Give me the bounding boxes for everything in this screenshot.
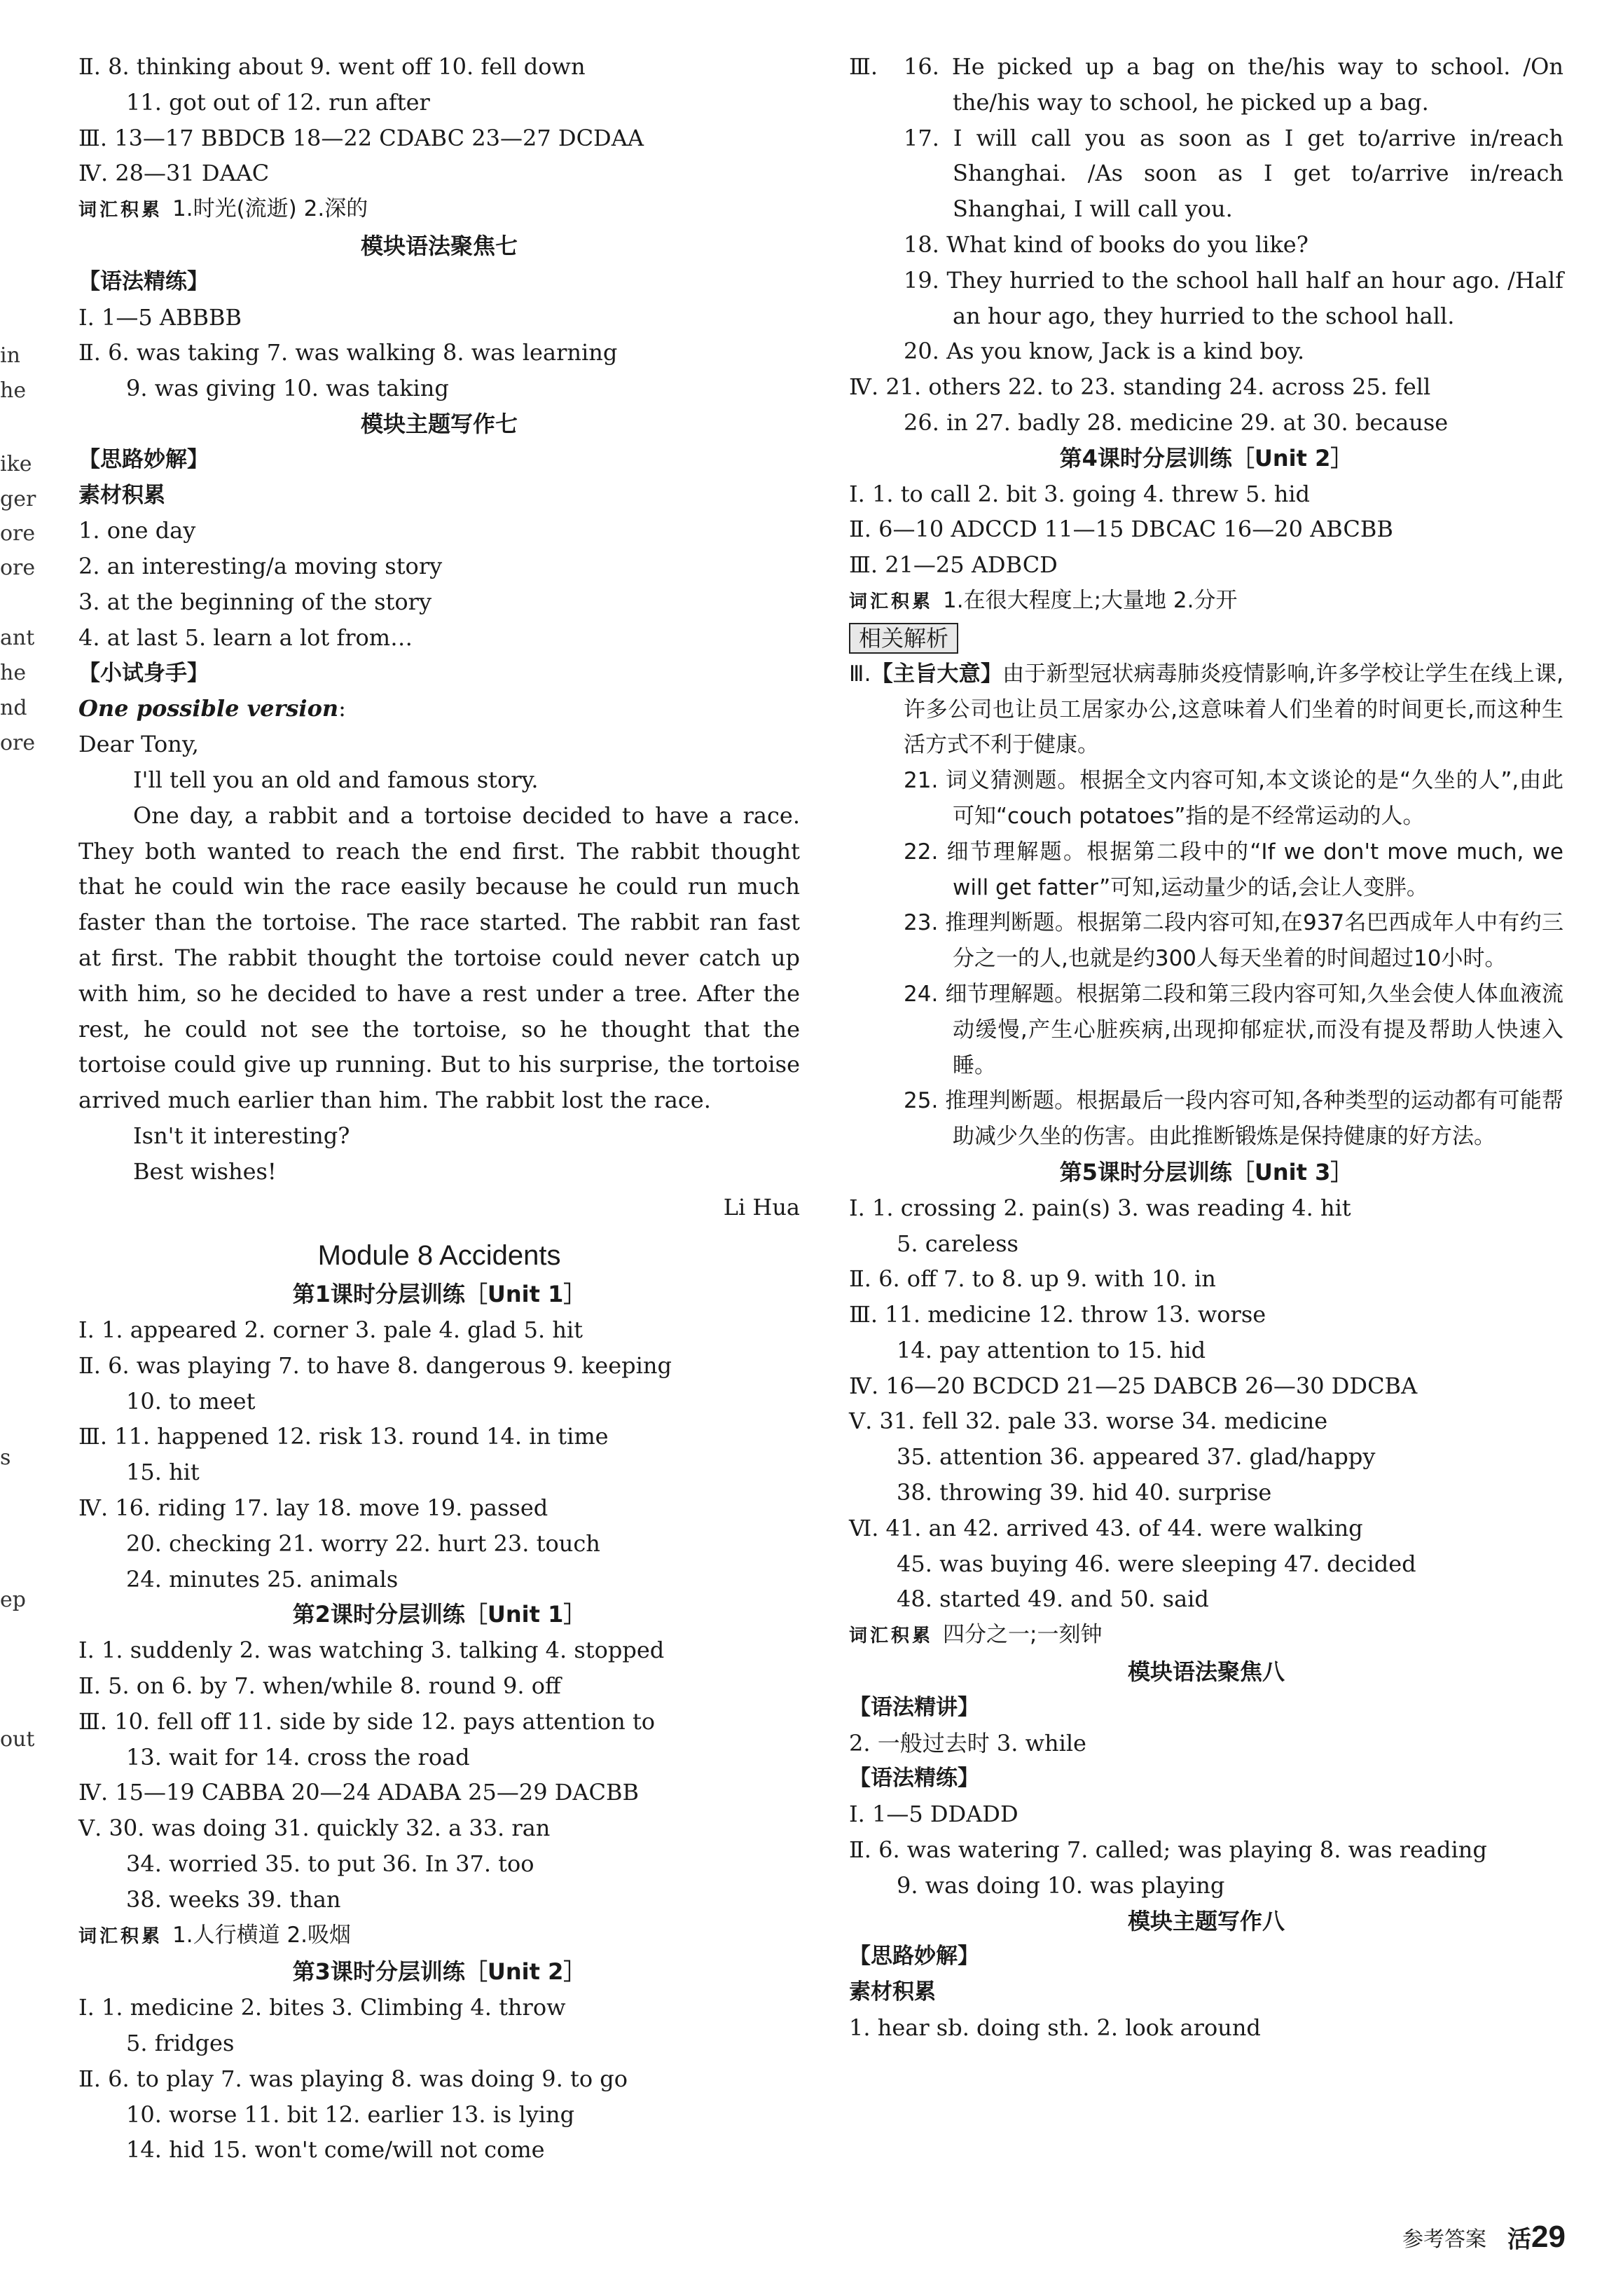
answer-line: Ⅰ. 1. to call 2. bit 3. going 4. threw 5. hid <box>849 480 1311 507</box>
analysis-item: 22. 细节理解题。根据第二段中的“If we don't move much, we will get fatter”可知,运动量少的话,会让人变胖。 <box>904 839 1563 900</box>
vocab-text: 1.人行横道 2.吸烟 <box>172 1922 352 1948</box>
version-colon: : <box>338 695 346 722</box>
answer-line: Ⅱ. 6. off 7. to 8. up 9. with 10. in <box>849 1265 1216 1293</box>
material-line: 3. at the beginning of the story <box>78 588 432 615</box>
analysis-item: 24. 细节理解题。根据第二段和第三段内容可知,久坐会使人体血液流动缓慢,产生心脏疾病,出现抑郁症状,而没有提及帮助人快速入睡。 <box>904 981 1563 1078</box>
answer-line: Ⅰ. 1. medicine 2. bites 3. Climbing 4. throw <box>78 1994 566 2021</box>
answer-item <box>849 49 1563 121</box>
answer-line: 20. checking 21. worry 22. hurt 23. touch <box>126 1529 600 1557</box>
answer-line: 45. was buying 46. were sleeping 47. decided <box>897 1550 1416 1577</box>
edge-text: in <box>0 343 20 368</box>
edge-text: ep <box>0 1588 26 1612</box>
answer-line: Ⅱ. 6—10 ADCCD 11—15 DBCAC 16—20 ABCBB <box>849 516 1393 543</box>
analysis-item: 25. 推理判断题。根据最后一段内容可知,各种类型的运动都有可能帮助减少久坐的伤害。由此推断锻炼是保持健康的好方法。 <box>904 1088 1563 1150</box>
section-tag: 【语法精练】 <box>849 1766 979 1792</box>
material-line: 1. hear sb. doing sth. 2. look around <box>849 2014 1261 2042</box>
answer-line: Ⅰ. 1. crossing 2. pain(s) 3. was reading 4. hit <box>849 1194 1351 1221</box>
answer-line: Ⅵ. 41. an 42. arrived 43. of 44. were walking <box>849 1514 1363 1541</box>
answer-line: Ⅳ. 21. others 22. to 23. standing 24. across 25. fell <box>849 373 1431 401</box>
section-title: 模块语法聚焦七 <box>360 232 518 259</box>
answer-line: 10. worse 11. bit 12. earlier 13. is lying <box>126 2101 575 2128</box>
answer-line: 35. attention 36. appeared 37. glad/happy <box>897 1443 1376 1471</box>
answer-item: 18. What kind of books do you like? <box>904 231 1308 258</box>
main-idea-text: 由于新型冠状病毒肺炎疫情影响,许多学校让学生在线上课,许多公司也让员工居家办公,这意味着人们坐着的时间更长,而这种生活方式不利于健康。 <box>904 661 1563 758</box>
roman-numeral: Ⅲ. <box>849 661 871 687</box>
answer-line: Ⅰ. 1—5 ABBBB <box>78 303 242 331</box>
material-line: 1. one day <box>78 517 196 544</box>
edge-text: out <box>0 1727 35 1752</box>
analysis-label: 相关解析 <box>849 623 958 654</box>
version-heading <box>78 691 800 727</box>
section-title: 第5课时分层训练［Unit 3］ <box>1059 1158 1353 1185</box>
letter-paragraph: I'll tell you an old and famous story. <box>133 766 539 793</box>
section-title: 模块主题写作八 <box>1127 1907 1285 1934</box>
edge-text: ore <box>0 731 36 755</box>
answer-line: 13. wait for 14. cross the road <box>126 1743 470 1771</box>
section-tag: 【思路妙解】 <box>78 446 209 472</box>
answer-line: Ⅲ. 13—17 BBDCB 18—22 CDABC 23—27 DCDAA <box>78 124 644 151</box>
page-number: 29 <box>1531 2220 1566 2254</box>
footer-label: 参考答案 <box>1402 2227 1487 2252</box>
edge-text: nd <box>0 696 27 720</box>
material-line: 2. an interesting/a moving story <box>78 553 443 580</box>
section-tag: 【语法精讲】 <box>849 1694 979 1720</box>
footer-brand: 活 <box>1507 2225 1532 2254</box>
page-footer <box>1402 2220 1566 2255</box>
section-tag: 素材积累 <box>78 482 165 508</box>
analysis-header <box>849 620 1563 657</box>
material-line: 4. at last 5. learn a lot from… <box>78 624 413 651</box>
answer-line: Ⅴ. 30. was doing 31. quickly 32. a 33. ran <box>78 1815 551 1842</box>
answer-line: 11. got out of 12. run after <box>126 88 430 116</box>
letter-closing: Best wishes! <box>133 1157 277 1185</box>
section-title: 第1课时分层训练［Unit 1］ <box>292 1281 586 1308</box>
section-title: 第3课时分层训练［Unit 2］ <box>292 1958 586 1986</box>
answer-line: Ⅱ. 8. thinking about 9. went off 10. fell down <box>78 53 586 80</box>
section-title: 第4课时分层训练［Unit 2］ <box>1059 444 1353 472</box>
letter-greeting: Dear Tony, <box>78 731 199 758</box>
answer-line: Ⅱ. 6. was taking 7. was walking 8. was learning <box>78 339 618 366</box>
vocab-label: 词汇积累 <box>849 1625 934 1647</box>
answer-item: 17. I will call you as soon as I get to/arrive in/reach Shanghai. /As soon as I get to/arrive in/reach Shanghai, I will call you. <box>904 124 1563 223</box>
answer-line: 15. hit <box>126 1459 200 1486</box>
section-title: 模块语法聚焦八 <box>1127 1658 1285 1686</box>
answer-line: 14. hid 15. won't come/will not come <box>126 2136 545 2164</box>
letter-paragraph: Isn't it interesting? <box>133 1122 350 1149</box>
section-tag: 【思路妙解】 <box>849 1944 979 1970</box>
edge-text: ore <box>0 521 36 546</box>
vocab-text: 1.在很大程度上;大量地 2.分开 <box>943 587 1238 613</box>
answer-line: 5. fridges <box>126 2030 235 2057</box>
answer-line: 9. was giving 10. was taking <box>126 375 449 402</box>
module-title: Module 8 Accidents <box>317 1240 561 1272</box>
answer-line: Ⅲ. 21—25 ADBCD <box>849 551 1058 579</box>
answer-line: 14. pay attention to 15. hid <box>897 1336 1206 1363</box>
answer-line: Ⅴ. 31. fell 32. pale 33. worse 34. medicine <box>849 1408 1328 1435</box>
section-tag: 素材积累 <box>849 1979 936 2005</box>
answer-line: Ⅳ. 28—31 DAAC <box>78 160 270 187</box>
answer-line: 38. throwing 39. hid 40. surprise <box>897 1479 1272 1506</box>
answer-line: 48. started 49. and 50. said <box>897 1586 1209 1613</box>
answer-line: Ⅳ. 15—19 CABBA 20—24 ADABA 25—29 DACBB <box>78 1779 639 1806</box>
letter-signature: Li Hua <box>723 1193 800 1221</box>
answer-line: Ⅰ. 1. suddenly 2. was watching 3. talking 4. stopped <box>78 1637 665 1664</box>
answer-line: 2. 一般过去时 3. while <box>849 1729 1086 1757</box>
vocab-text: 四分之一;一刻钟 <box>943 1622 1103 1648</box>
edge-text: ore <box>0 556 36 580</box>
answer-line: 38. weeks 39. than <box>126 1885 341 1913</box>
answer-line: 5. careless <box>897 1230 1018 1257</box>
analysis-item: 23. 推理判断题。根据第二段内容可知,在937名巴西成年人中有约三分之一的人,也就是约300人每天坐着的时间超过10小时。 <box>904 910 1563 972</box>
answer-line: Ⅰ. 1. appeared 2. corner 3. pale 4. glad 5. hit <box>78 1317 584 1344</box>
roman-numeral: Ⅲ. <box>849 53 878 80</box>
answer-line: Ⅱ. 6. was watering 7. called; was playing 8. was reading <box>849 1836 1487 1864</box>
edge-text: he <box>0 661 27 685</box>
answer-line: Ⅲ. 11. medicine 12. throw 13. worse <box>849 1301 1266 1328</box>
vocab-text: 1.时光(流逝) 2.深的 <box>172 196 368 222</box>
main-idea-tag: 【主旨大意】 <box>871 661 1003 687</box>
letter-paragraph: One day, a rabbit and a tortoise decided to have a race. They both wanted to reach the end first. The rabbit thought that he could win the race easily because he could run much faster than the tortoise. The race started. The rabbit ran fast at first. The rabbit thought the tortoise could never catch up with him, so he decided to have a rest under a tree. After the rest, he could not see the tortoise, so he thought that the tortoise could give up running. But to his surprise, the tortoise arrived much earlier than him. The rabbit lost the race. <box>78 802 800 1114</box>
vocab-note <box>78 1918 800 1955</box>
answer-line: 34. worried 35. to put 36. In 37. too <box>126 1850 534 1878</box>
answer-text: 16. He picked up a bag on the/his way to school. /On the/his way to school, he picked up a bag. <box>904 53 1563 116</box>
answer-line: Ⅲ. 10. fell off 11. side by side 12. pays attention to <box>78 1707 656 1735</box>
answer-item: 19. They hurried to the school hall half an hour ago. /Half an hour ago, they hurried to the school hall. <box>904 266 1563 329</box>
vocab-note <box>78 191 800 228</box>
answer-line: Ⅱ. 5. on 6. by 7. when/while 8. round 9. off <box>78 1672 561 1700</box>
analysis-item: 21. 词义猜测题。根据全文内容可知,本文谈论的是“久坐的人”,由此可知“couch potatoes”指的是不经常运动的人。 <box>904 768 1563 829</box>
edge-text: ike <box>0 452 32 476</box>
version-label: One possible version <box>78 695 339 722</box>
vocab-note <box>849 583 1563 620</box>
answer-line: 24. minutes 25. animals <box>126 1565 399 1593</box>
edge-text: ger <box>0 487 36 511</box>
section-title: 模块主题写作七 <box>360 410 518 437</box>
left-column <box>78 49 800 2168</box>
section-title: 第2课时分层训练［Unit 1］ <box>292 1601 586 1628</box>
vocab-label: 词汇积累 <box>78 1925 163 1947</box>
analysis-main-idea <box>849 657 1563 763</box>
answer-line: Ⅳ. 16. riding 17. lay 18. move 19. passed <box>78 1494 548 1522</box>
answer-line: 9. was doing 10. was playing <box>897 1871 1225 1899</box>
section-tag: 【小试身手】 <box>78 660 209 686</box>
answer-line: Ⅲ. 11. happened 12. risk 13. round 14. in time <box>78 1423 609 1450</box>
edge-text: ant <box>0 626 35 650</box>
answer-line: 26. in 27. badly 28. medicine 29. at 30. because <box>904 408 1449 436</box>
edge-text: s <box>0 1445 11 1470</box>
answer-line: Ⅱ. 6. to play 7. was playing 8. was doing 9. to go <box>78 2065 628 2092</box>
section-tag: 【语法精练】 <box>78 268 209 294</box>
answer-line: 10. to meet <box>126 1387 256 1415</box>
answer-line: Ⅳ. 16—20 BCDCD 21—25 DABCB 26—30 DDCBA <box>849 1372 1418 1399</box>
edge-text: he <box>0 378 27 403</box>
answer-item: 20. As you know, Jack is a kind boy. <box>904 338 1305 365</box>
answer-line: Ⅰ. 1—5 DDADD <box>849 1801 1018 1828</box>
vocab-note <box>849 1617 1563 1654</box>
vocab-label: 词汇积累 <box>849 591 934 612</box>
vocab-label: 词汇积累 <box>78 200 163 221</box>
right-column <box>849 49 1563 2046</box>
answer-line: Ⅱ. 6. was playing 7. to have 8. dangerous 9. keeping <box>78 1352 672 1379</box>
